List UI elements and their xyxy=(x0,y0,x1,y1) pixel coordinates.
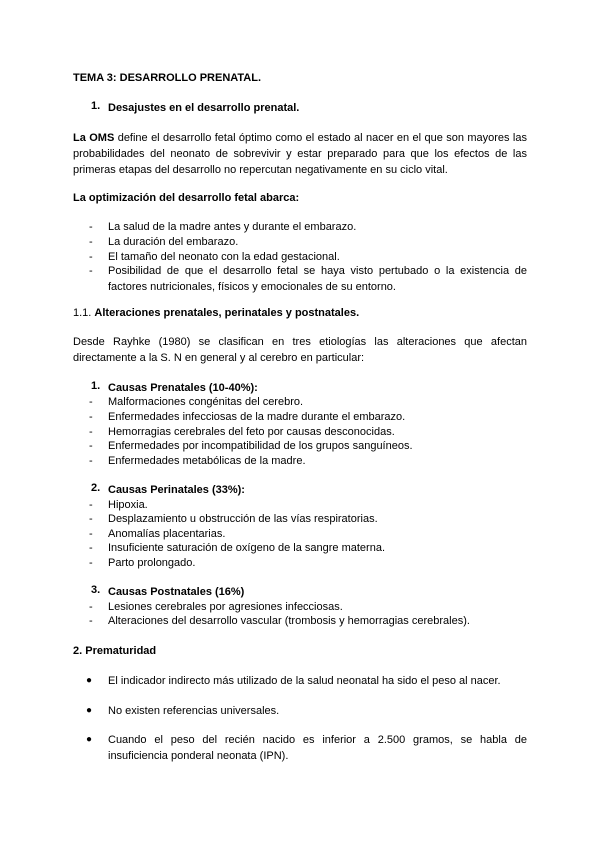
group-number: 2. xyxy=(91,482,101,494)
section-number: 1. xyxy=(91,100,101,112)
group-number: 3. xyxy=(91,584,101,596)
section2-heading: 2. Prematuridad xyxy=(73,645,157,657)
list-item: - Lesiones cerebrales por agresiones infecciosas. xyxy=(89,601,343,613)
optimization-heading: La optimización del desarrollo fetal abarca: xyxy=(73,192,300,204)
list-item: - La salud de la madre antes y durante el embarazo. xyxy=(89,221,357,233)
group-heading: Causas Postnatales (16%) xyxy=(108,586,245,598)
list-item: - Enfermedades por incompatibilidad de los grupos sanguíneos. xyxy=(89,440,413,452)
list-item: - Enfermedades infecciosas de la madre durante el embarazo. xyxy=(89,411,406,423)
list-item: - Insuficiente saturación de oxígeno de la sangre materna. xyxy=(89,542,386,554)
list-item: - Hipoxia. xyxy=(89,499,148,511)
subsection-heading: 1.1. Alteraciones prenatales, perinatales y postnatales. xyxy=(73,307,360,319)
list-item: - La duración del embarazo. xyxy=(89,236,239,248)
document-page: TEMA 3: DESARROLLO PRENATAL. 1. Desajustes en el desarrollo prenatal. La OMS define el desarrollo fetal óptimo como el estado al nacer en el que son mayores las probabilidades del neonato de sobrevivir y estar preparado para que los efectos de las primeras etapas del desarrollo no repercutan negativamente en su ciclo vital. La optimización del desarrollo fetal abarca: - La salud de la madre antes y durante el embarazo. - La duración del embarazo. - El tamaño del neonato con la edad gestacional. - Posibilidad de que el desarrollo fetal se haya visto pertubado o la existencia de factores nutricionales, físicos y emocionales de su entorno. 1.1. Alteraciones prenatales, perinatales y postnatales. Desde Rayhke (1980) se clasifican en tres etiologías las alteraciones que afectan directamente a la S. N en general y al cerebro en particular: 1. Causas Prenatales (10-40%): - Malformaciones congénitas del cerebro. - Enfermedades infecciosas de la madre durante el embarazo. - Hemorragias cerebrales del feto por causas desconocidas. - Enfermedades por incompatibilidad de los grupos sanguíneos. - Enfermedades metabólicas de la madre. 2. Causas Perinatales (33%): - Hipoxia. - Desplazamiento u obstrucción de las vías respiratorias. - Anomalías placentarias. - Insuficiente saturación de oxígeno de la sangre materna. - Parto prolongado. 3. Causas Postnatales (16%) - Lesiones cerebrales por agresiones infecciosas. - Alteraciones del desarrollo vascular (trombosis y hemorragias cerebrales). 2. Prematuridad ● El indicador indirecto más utilizado de la salud neonatal ha sido el peso al nacer. ● No existen referencias universales. ● Cuando el peso del recién nacido es inferior a 2.500 gramos, se habla de insuficiencia ponderal neonata (IPN). xyxy=(0,0,600,848)
list-item: - Enfermedades metabólicas de la madre. xyxy=(89,455,306,467)
oms-label: La OMS xyxy=(73,132,115,144)
group-heading: Causas Prenatales (10-40%): xyxy=(108,382,258,394)
document-title: TEMA 3: DESARROLLO PRENATAL. xyxy=(73,72,262,84)
intro-paragraph xyxy=(73,130,527,178)
list-item: - Alteraciones del desarrollo vascular (trombosis y hemorragias cerebrales). xyxy=(89,615,470,627)
list-item: - Parto prolongado. xyxy=(89,557,196,569)
list-item: - Hemorragias cerebrales del feto por causas desconocidas. xyxy=(89,426,395,438)
subsection-intro: Desde Rayhke (1980) se clasifican en tres etiologías las alteraciones que afectan directamente a la S. N en general y al cerebro en particular: xyxy=(73,336,527,364)
list-item: - Anomalías placentarias. xyxy=(89,528,226,540)
section-heading: Desajustes en el desarrollo prenatal. xyxy=(108,102,300,114)
intro-text: define el desarrollo fetal óptimo como el estado al nacer en el que son mayores las probabilidades del neonato de sobrevivir y estar preparado para que los efectos de las primeras etapas del desarrollo no repercutan negativamente en su ciclo vital. xyxy=(73,132,527,176)
list-item: - El tamaño del neonato con la edad gestacional. xyxy=(89,251,340,263)
list-item: - Desplazamiento u obstrucción de las vías respiratorias. xyxy=(89,513,378,525)
list-item: - Malformaciones congénitas del cerebro. xyxy=(89,396,304,408)
group-heading: Causas Perinatales (33%): xyxy=(108,484,245,496)
group-number: 1. xyxy=(91,380,101,392)
